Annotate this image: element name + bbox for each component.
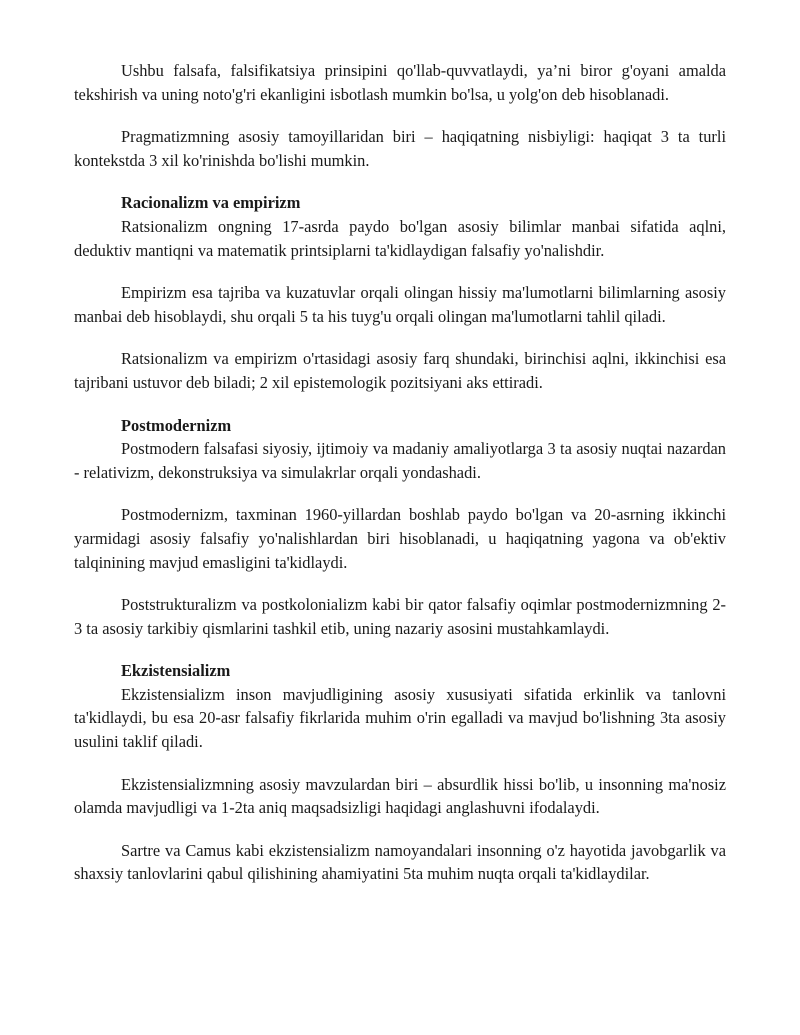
document-page bbox=[74, 59, 726, 905]
section-heading-postmodernism: Postmodernizm bbox=[121, 415, 232, 435]
paragraph: Poststrukturalizm va postkolonializm kabi bir qator falsafiy oqimlar postmodernizmning 2-3 ta asosiy tarkibiy qismlarini tashkil etib, uning nazariy asosini mustahkamlaydi. bbox=[74, 595, 726, 638]
paragraph: Sartre va Camus kabi ekzistensializm namoyandalari insonning o'z hayotida javobgarlik va shaxsiy tanlovlarini qabul qilishining ahamiyatini 5ta muhim nuqta orqali ta'kidlaydilar. bbox=[74, 840, 726, 884]
paragraph: Ratsionalizm va empirizm o'rtasidagi asosiy farq shundaki, birinchisi aqlni, ikkinchisi esa tajribani ustuvor deb biladi; 2 xil epistemologik pozitsiyani aks ettiradi. bbox=[74, 349, 726, 392]
section-heading-rationalism: Racionalizm va empirizm bbox=[121, 193, 301, 213]
paragraph: Ushbu falsafa, falsifikatsiya prinsipini qo'llab-quvvatlaydi, ya’ni biror g'oyani amalda tekshirish va uning noto'g'ri ekanligini isbotlash mumkin bo'lsa, u yolg'on deb hisoblanadi. bbox=[74, 61, 726, 104]
paragraph: Postmodernizm, taxminan 1960-yillardan boshlab paydo bo'lgan va 20-asrning ikkinchi yarmidagi asosiy falsafiy yo'nalishlardan biri hisoblanadi, u haqiqatning yagona va ob'ektiv talqinining mavjud emasligini ta'kidlaydi. bbox=[74, 505, 726, 572]
paragraph: Pragmatizmning asosiy tamoyillaridan biri – haqiqatning nisbiyligi: haqiqat 3 ta turli kontekstda 3 xil ko'rinishda bo'lishi mumkin. bbox=[74, 127, 726, 170]
paragraph: Ekzistensializmning asosiy mavzulardan biri – absurdlik hissi bo'lib, u insonning ma'nosiz olamda mavjudligi va 1-2ta aniq maqsadsizligi haqidagi anglashuvni ifodalaydi. bbox=[74, 774, 726, 818]
paragraph: Empirizm esa tajriba va kuzatuvlar orqali olingan hissiy ma'lumotlarni bilimlarning asosiy manbai deb hisoblaydi, shu orqali 5 ta his tuyg'u orqali olingan ma'lumotlarni tahlil qiladi. bbox=[74, 283, 726, 326]
paragraph: Postmodern falsafasi siyosiy, ijtimoiy va madaniy amaliyotlarga 3 ta asosiy nuqtai nazardan - relativizm, dekonstruksiya va simulakrlar orqali yondashadi. bbox=[74, 439, 726, 482]
paragraph: Ratsionalizm ongning 17-asrda paydo bo'lgan asosiy bilimlar manbai sifatida aqlni, deduktiv mantiqni va matematik printsiplarni ta'kidlaydigan falsafiy yo'nalishdir. bbox=[74, 216, 726, 260]
paragraph: Ekzistensializm inson mavjudligining asosiy xususiyati sifatida erkinlik va tanlovni ta'kidlaydi, bu esa 20-asr falsafiy fikrlarida muhim o'rin egalladi va mavjud bo'lishning 3ta asosiy usulini taklif qiladi. bbox=[74, 684, 726, 752]
section-heading-existentialism: Ekzistensializm bbox=[121, 661, 231, 681]
